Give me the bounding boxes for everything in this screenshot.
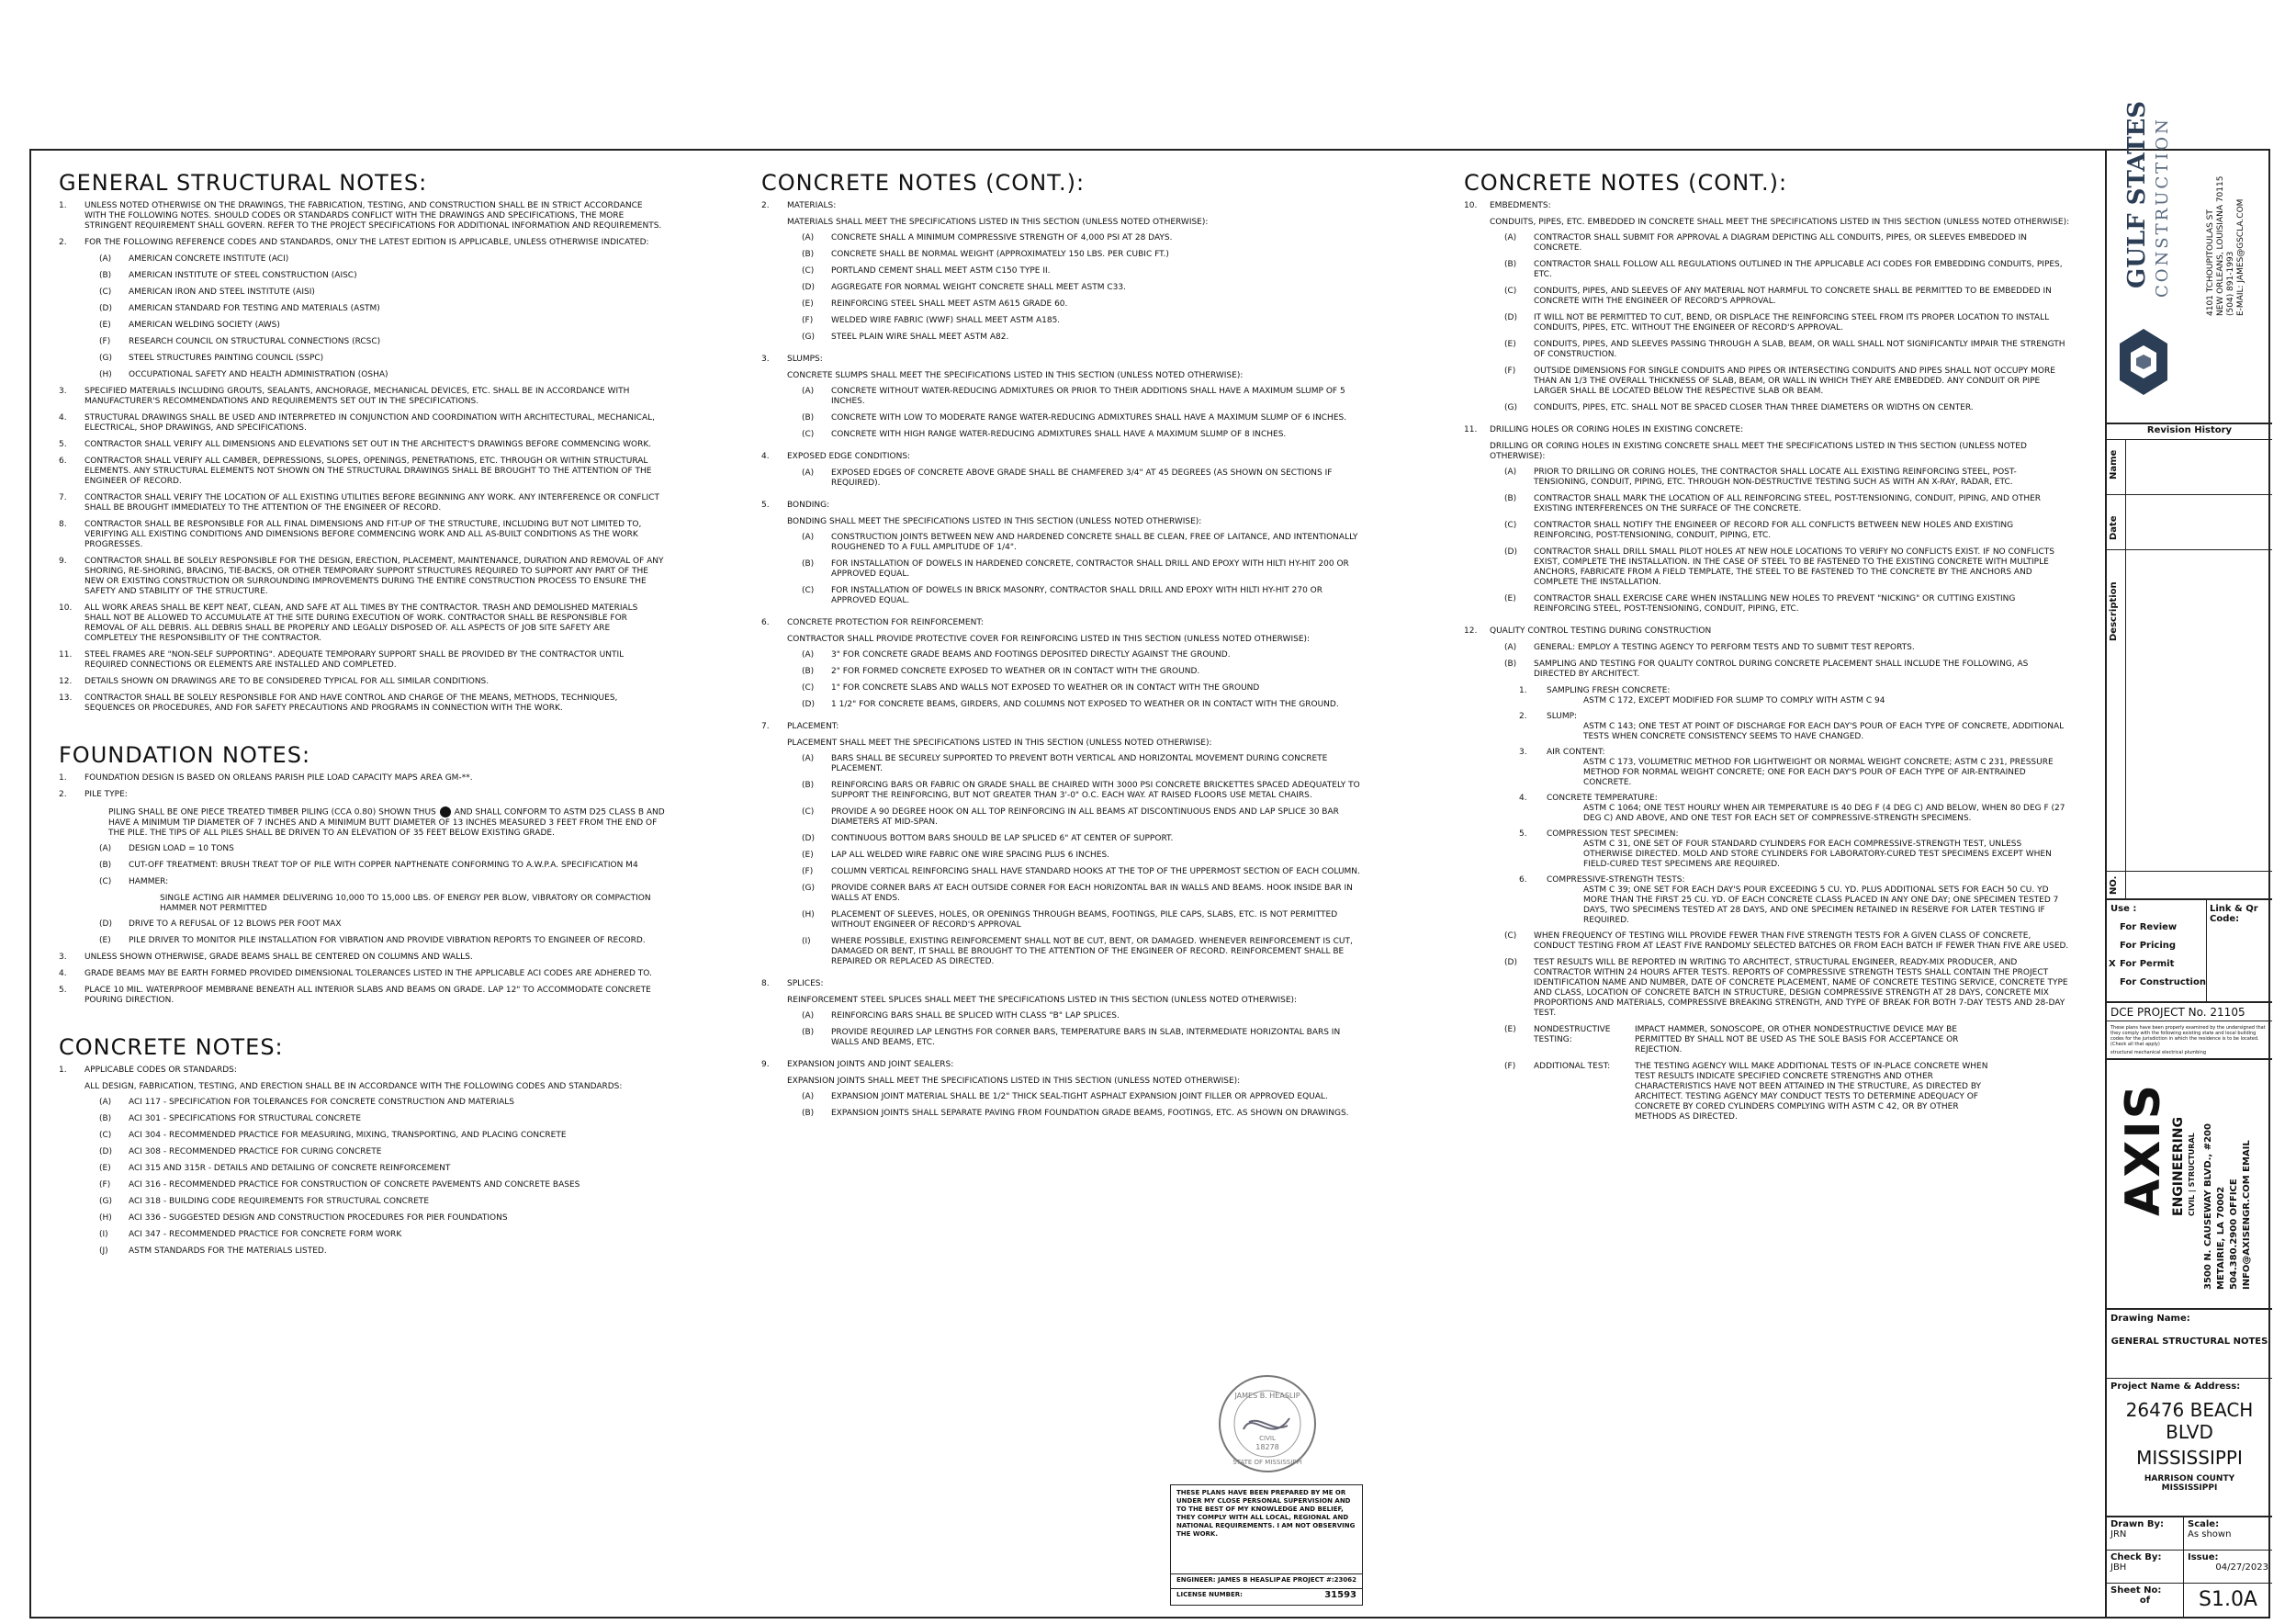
section-paragraph: MATERIALS SHALL MEET THE SPECIFICATIONS LISTED IN THIS SECTION (UNLESS NOTED OTHERWISE):: [787, 218, 1209, 227]
sub-item: (D) IT WILL NOT BE PERMITTED TO CUT, BEND, OR DISPLACE THE REINFORCING STEEL FROM ITS PROPER LOCATION TO INSTALL CONDUITS, PIPES, ETC. WITHOUT THE ENGINEER OF RECORD'S APPROVAL.: [1504, 313, 2050, 333]
test-item: 2. SLUMP: ASTM C 143; ONE TEST AT POINT OF DISCHARGE FOR EACH DAY'S POUR OF EACH TYPE OF CONCRETE, ADDITIONAL TESTS WHEN CONCRETE CONSISTENCY SEEMS TO HAVE CHANGED.: [1519, 712, 2065, 741]
section-heading: 11. DRILLING HOLES OR CORING HOLES IN EXISTING CONCRETE:: [1464, 425, 1744, 434]
axis-address: 3500 N. CAUSEWAY BLVD., #200 METAIRIE, LA 70002 504.380.2900 OFFICE INFO@AXISENGR.COM EMAIL: [2203, 1123, 2252, 1290]
section-heading: 2. MATERIALS:: [761, 201, 837, 210]
section-heading: 5. BONDING:: [761, 501, 830, 510]
test-item: 6. COMPRESSIVE-STRENGTH TESTS: ASTM C 39; ONE SET FOR EACH DAY'S POUR EXCEEDING 5 CU. YD. PLUS ADDITIONAL SETS FOR EACH 50 CU. YD MORE THAN THE FIRST 25 CU. YD. OF EACH CONCRETE CLASS PLACED IN ANY ONE DAY; ONE SPECIMEN TESTED 7 DAYS, TWO SPECIMENS TESTED AT 28 DAYS, AND ONE SPECIMEN RETAINED IN RESERVE FOR LATER TESTING IF REQUIRED.: [1519, 875, 2059, 925]
sub-item: (A) BARS SHALL BE SECURELY SUPPORTED TO PREVENT BOTH VERTICAL AND HORIZONTAL MOVEMENT DURING CONCRETE PLACEMENT.: [802, 754, 1328, 773]
sub-item: (F) COLUMN VERTICAL REINFORCING SHALL HAVE STANDARD HOOKS AT THE TOP OF THE UPPERMOST SECTION OF EACH COLUMN.: [802, 867, 1360, 876]
gulf-states-logo-icon: [2116, 325, 2171, 399]
sub-item: (H) PLACEMENT OF SLEEVES, HOLES, OR OPENINGS THROUGH BEAMS, FOOTINGS, PILE CAPS, SLABS, ETC. IS NOT PERMITTED WITHOUT ENGINEER OF RECORD'S APPROVAL: [802, 910, 1338, 930]
sub-item: (D) CONTINUOUS BOTTOM BARS SHOULD BE LAP SPLICED 6" AT CENTER OF SUPPORT.: [802, 834, 1174, 843]
concrete-cont-title-2: CONCRETE NOTES (CONT.):: [1464, 170, 1788, 196]
drawing-sheet: [29, 100, 2270, 1618]
list-item: 5. PLACE 10 MIL. WATERPROOF MEMBRANE BENEATH ALL INTERIOR SLABS AND BEAMS ON GRADE. LAP 12" TO ACCOMMODATE CONCRETE POURING DIRECTION.: [59, 985, 651, 1005]
section-heading: 7. PLACEMENT:: [761, 722, 839, 731]
sub-item: (A) DESIGN LOAD = 10 TONS: [99, 843, 234, 853]
sub-item: (A) PRIOR TO DRILLING OR CORING HOLES, THE CONTRACTOR SHALL LOCATE ALL EXISTING REINFORCING STEEL, POST-TENSIONING, CONDUIT, PIPING, ETC. THROUGH NON-DESTRUCTIVE TESTING SUCH AS WITH AN X-RAY, RADAR, ETC.: [1504, 468, 2017, 487]
test-item: 4. CONCRETE TEMPERATURE: ASTM C 1064; ONE TEST HOURLY WHEN AIR TEMPERATURE IS 40 DEG F (4 DEG C) AND BELOW, WHEN 80 DEG F (27 DEG C) AND ABOVE, AND ONE TEST FOR EACH SET OF COMPRESSIVE-STRENGTH SPECIMENS.: [1519, 794, 2065, 823]
section-paragraph: DRILLING OR CORING HOLES IN EXISTING CONCRETE SHALL MEET THE SPECIFICATIONS LISTED IN THIS SECTION (UNLESS NOTED OTHERWISE):: [1490, 442, 2027, 461]
section-paragraph: CONDUITS, PIPES, ETC. EMBEDDED IN CONCRETE SHALL MEET THE SPECIFICATIONS LISTED IN THIS SECTION (UNLESS NOTED OTHERWISE):: [1490, 218, 2070, 227]
section-paragraph: PLACEMENT SHALL MEET THE SPECIFICATIONS LISTED IN THIS SECTION (UNLESS NOTED OTHERWISE):: [787, 739, 1212, 748]
sub-item: (D) TEST RESULTS WILL BE REPORTED IN WRITING TO ARCHITECT, STRUCTURAL ENGINEER, READY-MIX PRODUCER, AND CONTRACTOR WITHIN 24 HOURS AFTER TESTS. REPORTS OF COMPRESSIVE STRENGTH TESTS SHALL CONTAIN THE PROJECT IDENTIFICATION NAME AND NUMBER, DATE OF CONCRETE PLACEMENT, NAME OF CONCRETE TESTING SERVICE, CONCRETE TYPE AND CLASS, LOCATION OF CONCRETE BATCH IN STRUCTURE, DESIGN COMPRESSIVE STRENGTH AT 28 DAYS, CONCRETE MIX PROPORTIONS AND MATERIALS, COMPRESSIVE BREAKING STRENGTH, AND TYPE OF BREAK FOR BOTH 7-DAY TESTS AND 28-DAY TEST.: [1504, 958, 2068, 1018]
test-item: 3. AIR CONTENT: ASTM C 173, VOLUMETRIC METHOD FOR LIGHTWEIGHT OR NORMAL WEIGHT CONCRETE; ASTM C 231, PRESSURE METHOD FOR NORMAL WEIGHT CONCRETE; ONE FOR EACH DAY'S POUR OF EACH TYPE OF AIR-ENTRAINED CONCRETE.: [1519, 748, 2054, 787]
sub-item: (F) ACI 316 - RECOMMENDED PRACTICE FOR CONSTRUCTION OF CONCRETE PAVEMENTS AND CONCRETE BASES: [99, 1179, 580, 1190]
sub-item: (H) OCCUPATIONAL SAFETY AND HEALTH ADMINISTRATION (OSHA): [99, 370, 388, 379]
sub-item: (D) ACI 308 - RECOMMENDED PRACTICE FOR CURING CONCRETE: [99, 1146, 382, 1156]
sub-item: (I) WHERE POSSIBLE, EXISTING REINFORCEMENT SHALL NOT BE CUT, BENT, OR DAMAGED. WHENEVER REINFORCEMENT IS CUT, DAMAGED OR BENT, IT SHALL BE BROUGHT TO THE ATTENTION OF THE ENGINEER OF RECORD. REINFORCEMENT SHALL BE REPAIRED OR REPLACED AS DIRECTED.: [802, 937, 1353, 966]
sub-item: (C) AMERICAN IRON AND STEEL INSTITUTE (AISI): [99, 288, 315, 297]
sub-item: (A) CONSTRUCTION JOINTS BETWEEN NEW AND HARDENED CONCRETE SHALL BE CLEAN, FREE OF LAITANCE, AND INTENTIONALLY ROUGHENED TO A FULL AMPLITUDE OF 1/4".: [802, 533, 1358, 552]
sub-item: (D) DRIVE TO A REFUSAL OF 12 BLOWS PER FOOT MAX: [99, 919, 342, 929]
sub-item: (C) ACI 304 - RECOMMENDED PRACTICE FOR MEASURING, MIXING, TRANSPORTING, AND PLACING CONCRETE: [99, 1130, 567, 1140]
svg-text:STATE OF MISSISSIPPI: STATE OF MISSISSIPPI: [1232, 1459, 1302, 1466]
sheet-number: S1.0A: [2198, 1588, 2257, 1611]
section-heading: 9. EXPANSION JOINTS AND JOINT SEALERS:: [761, 1060, 954, 1069]
sub-item: (F) WELDED WIRE FABRIC (WWF) SHALL MEET ASTM A185.: [802, 316, 1061, 325]
foundation-notes: [59, 742, 665, 1006]
sub-item: (B) SAMPLING AND TESTING FOR QUALITY CONTROL DURING CONCRETE PLACEMENT SHALL INCLUDE THE FOLLOWING, AS DIRECTED BY ARCHITECT.: [1504, 660, 2029, 679]
sub-item: (A) REINFORCING BARS SHALL BE SPLICED WITH CLASS "B" LAP SPLICES.: [802, 1011, 1120, 1021]
sub-item: (C) FOR INSTALLATION OF DOWELS IN BRICK MASONRY, CONTRACTOR SHALL DRILL AND EPOXY WITH HILTI HY-HIT 270 OR APPROVED EQUAL.: [802, 586, 1323, 605]
sub-item: (A) EXPOSED EDGES OF CONCRETE ABOVE GRADE SHALL BE CHAMFERED 3/4" AT 45 DEGREES (AS SHOWN ON SECTIONS IF REQUIRED).: [802, 468, 1333, 488]
sub-item: (B) 2" FOR FORMED CONCRETE EXPOSED TO WEATHER OR IN CONTACT WITH THE GROUND.: [802, 667, 1200, 676]
sub-item: (E) REINFORCING STEEL SHALL MEET ASTM A615 GRADE 60.: [802, 299, 1068, 309]
sub-item: (C) HAMMER:: [99, 876, 169, 886]
concrete-paragraph: ALL DESIGN, FABRICATION, TESTING, AND ERECTION SHALL BE IN ACCORDANCE WITH THE FOLLOWING CODES AND STANDARDS:: [84, 1081, 623, 1091]
general-notes: [59, 170, 665, 714]
sub-item: (B) ACI 301 - SPECIFICATIONS FOR STRUCTURAL CONCRETE: [99, 1113, 362, 1123]
company-address: 4101 TCHOUPITOULAS ST NEW ORLEANS, LOUISIANA 70115 (504) 891-1993 E-MAIL: JAMES@GSCLA.COM: [2206, 175, 2245, 316]
sub-item: (B) CONTRACTOR SHALL MARK THE LOCATION OF ALL REINFORCING STEEL, POST-TENSIONING, CONDUIT, PIPING, AND OTHER EXISTING INTERFERENCES ON THE SURFACE OF THE CONCRETE.: [1504, 494, 2042, 513]
list-item: 5. CONTRACTOR SHALL VERIFY ALL DIMENSIONS AND ELEVATIONS SET OUT IN THE ARCHITECT'S DRAWINGS BEFORE COMMENCING WORK.: [59, 440, 652, 449]
axis-engineering-logo: AXIS ENGINEERING CIVIL | STRUCTURAL 3500 N. CAUSEWAY BLVD., #200 METAIRIE, LA 70002 504.380.2900 OFFICE INFO@AXISENGR.COM EMAIL: [2107, 1060, 2272, 1310]
sub-item: (A) CONTRACTOR SHALL SUBMIT FOR APPROVAL A DIAGRAM DEPICTING ALL CONDUITS, PIPES, OR SLEEVES EMBEDDED IN CONCRETE.: [1504, 233, 2028, 253]
list-item: 12. DETAILS SHOWN ON DRAWINGS ARE TO BE CONSIDERED TYPICAL FOR ALL SIMILAR CONDITIONS.: [59, 677, 490, 686]
sub-item: (J) ASTM STANDARDS FOR THE MATERIALS LISTED.: [99, 1246, 327, 1256]
sub-item: (A) 3" FOR CONCRETE GRADE BEAMS AND FOOTINGS DEPOSITED DIRECTLY AGAINST THE GROUND.: [802, 650, 1231, 660]
sub-item: (B) AMERICAN INSTITUTE OF STEEL CONSTRUCTION (AISC): [99, 271, 357, 280]
sub-item: (E) LAP ALL WELDED WIRE FABRIC ONE WIRE SPACING PLUS 6 INCHES.: [802, 851, 1110, 860]
list-item: 2. FOR THE FOLLOWING REFERENCE CODES AND STANDARDS, ONLY THE LATEST EDITION IS APPLICABLE, UNLESS OTHERWISE INDICATED:: [59, 238, 649, 247]
sub-item: (E) ACI 315 AND 315R - DETAILS AND DETAILING OF CONCRETE REINFORCEMENT: [99, 1163, 451, 1173]
test-item: 5. COMPRESSION TEST SPECIMEN: ASTM C 31, ONE SET OF FOUR STANDARD CYLINDERS FOR EACH COMPRESSIVE-STRENGTH TEST, UNLESS OTHERWISE DIRECTED. MOLD AND STORE CYLINDERS FOR LABORATORY-CURED TEST SPECIMENS EXCEPT WHEN FIELD-CURED TEST SPECIMENS ARE REQUIRED.: [1519, 829, 2052, 869]
company-name: GULF STATES: [2123, 100, 2151, 288]
engineer-seal-icon: [1216, 1372, 1319, 1475]
sub-item: (A) AMERICAN CONCRETE INSTITUTE (ACI): [99, 254, 289, 264]
revision-history-table: Name Date Description NO.: [2107, 439, 2272, 900]
pile-symbol-icon: [440, 806, 451, 818]
engineer-statement-box: THESE PLANS HAVE BEEN PREPARED BY ME OR UNDER MY CLOSE PERSONAL SUPERVISION AND TO THE BEST OF MY KNOWLEDGE AND BELIEF, THEY COMPLY WITH ALL LOCAL, REGIONAL AND NATIONAL REQUIREMENTS. I AM NOT OBSERVING THE WORK. ENGINEER: JAMES B HEASLIP AE PROJECT #:23062 LICENSE NUMBER: 31593: [1170, 1484, 1363, 1606]
test-item: 1. SAMPLING FRESH CONCRETE: ASTM C 172, EXCEPT MODIFIED FOR SLUMP TO COMPLY WITH ASTM C 94: [1519, 686, 1885, 705]
list-item: 13. CONTRACTOR SHALL BE SOLELY RESPONSIBLE FOR AND HAVE CONTROL AND CHARGE OF THE MEANS, METHODS, TECHNIQUES, SEQUENCES OR PROCEDURES, AND FOR SAFETY PRECAUTIONS AND PROGRAMS IN CONNECTION WITH THE WORK.: [59, 694, 618, 713]
section-paragraph: REINFORCEMENT STEEL SPLICES SHALL MEET THE SPECIFICATIONS LISTED IN THIS SECTION (UNLESS NOTED OTHERWISE):: [787, 996, 1298, 1005]
list-item: 4. STRUCTURAL DRAWINGS SHALL BE USED AND INTERPRETED IN CONJUNCTION AND COORDINATION WITH ARCHITECTURAL, MECHANICAL, ELECTRICAL, SHOP DRAWINGS, AND SPECIFICATIONS.: [59, 413, 655, 433]
sub-item: (A) EXPANSION JOINT MATERIAL SHALL BE 1/2" THICK SEAL-TIGHT ASPHALT EXPANSION JOINT FILLER OR APPROVED EQUAL.: [802, 1092, 1328, 1101]
use-checkmark: X: [2109, 959, 2116, 969]
company-subname: CONSTRUCTION: [2153, 117, 2172, 298]
sub-item: (A) CONCRETE SHALL A MINIMUM COMPRESSIVE STRENGTH OF 4,000 PSI AT 28 DAYS.: [802, 233, 1173, 242]
section-paragraph: BONDING SHALL MEET THE SPECIFICATIONS LISTED IN THIS SECTION (UNLESS NOTED OTHERWISE):: [787, 517, 1202, 526]
list-item: 3. UNLESS SHOWN OTHERWISE, GRADE BEAMS SHALL BE CENTERED ON COLUMNS AND WALLS.: [59, 952, 473, 962]
section-heading: 12. QUALITY CONTROL TESTING DURING CONSTRUCTION: [1464, 626, 1712, 636]
concrete-notes: [59, 1033, 665, 1257]
pile-paragraph: PILING SHALL BE ONE PIECE TREATED TIMBER PILING (CCA 0.80) SHOWN THUS AND SHALL CONFORM TO ASTM D25 CLASS B AND HAVE A MINIMUM TIP DIAMETER OF 7 INCHES AND A MINIMUM BUTT DIAMETER OF 13 INCHES MEASURED 3 FEET FROM THE END OF THE PILE. THE TIPS OF ALL PILES SHALL BE DRIVEN TO AN ELEVATION OF 35 FEET BELOW EXISTING GRADE.: [108, 807, 665, 838]
sub-item: (B) EXPANSION JOINTS SHALL SEPARATE PAVING FROM FOUNDATION GRADE BEAMS, FOOTINGS, ETC. AS SHOWN ON DRAWINGS.: [802, 1109, 1349, 1118]
sub-item: (B) CONTRACTOR SHALL FOLLOW ALL REGULATIONS OUTLINED IN THE APPLICABLE ACI CODES FOR EMBEDDING CONDUITS, PIPES, ETC.: [1504, 260, 2063, 279]
svg-text:18278: 18278: [1255, 1443, 1279, 1451]
sub-item: (C) CONDUITS, PIPES, AND SLEEVES OF ANY MATERIAL NOT HARMFUL TO CONCRETE SHALL BE PERMITTED TO BE EMBEDDED IN CONCRETE WITH THE ENGINEER OF RECORD'S APPROVAL.: [1504, 287, 2052, 306]
concrete-cont-title: CONCRETE NOTES (CONT.):: [761, 170, 1086, 196]
company-logo-area: [2107, 100, 2272, 424]
sub-item: (E) CONTRACTOR SHALL EXERCISE CARE WHEN INSTALLING NEW HOLES TO PREVENT "NICKING" OR CUTTING EXISTING REINFORCING STEEL, POST-TENSIONING, CONDUIT, PIPING, ETC.: [1504, 594, 2016, 614]
hammer-paragraph: SINGLE ACTING AIR HAMMER DELIVERING 10,000 TO 15,000 LBS. OF ENERGY PER BLOW, VIBRATORY OR COMPACTION HAMMER NOT PERMITTED: [160, 893, 651, 913]
title-block: [2105, 100, 2272, 1617]
sub-item: (H) ACI 336 - SUGGESTED DESIGN AND CONSTRUCTION PROCEDURES FOR PIER FOUNDATIONS: [99, 1212, 508, 1223]
sub-item: (D) CONTRACTOR SHALL DRILL SMALL PILOT HOLES AT NEW HOLE LOCATIONS TO VERIFY NO CONFLICTS EXIST. IF NO CONFLICTS EXIST, COMPLETE THE INSTALLATION. IN THE CASE OF STEEL TO BE FASTENED TO THE EXISTING CONCRETE WITH MULTIPLE ANCHORS, FABRICATE FROM A FIELD TEMPLATE, THE STEEL TO BE FASTENED TO THE CONCRETE BY THE ANCHORS AND COMPLETE THE INSTALLATION.: [1504, 547, 2054, 587]
sub-item: (C) CONTRACTOR SHALL NOTIFY THE ENGINEER OF RECORD FOR ALL CONFLICTS BETWEEN NEW HOLES AND EXISTING REINFORCING, POST-TENSIONING, CONDUIT, PIPING, ETC.: [1504, 521, 2014, 540]
sub-item: (D) AMERICAN STANDARD FOR TESTING AND MATERIALS (ASTM): [99, 304, 380, 313]
list-item: 7. CONTRACTOR SHALL VERIFY THE LOCATION OF ALL EXISTING UTILITIES BEFORE BEGINNING ANY WORK. ANY INTERFERENCE OR CONFLICT SHALL BE BROUGHT IMMEDIATELY TO THE ATTENTION OF THE ENGINEER OF RECORD.: [59, 493, 659, 513]
sub-item: (C) WHEN FREQUENCY OF TESTING WILL PROVIDE FEWER THAN FIVE STRENGTH TESTS FOR A GIVEN CLASS OF CONCRETE, CONDUCT TESTING FROM AT LEAST FIVE RANDOMLY SELECTED BATCHES OR FROM EACH BATCH IF FEWER THAN FIVE ARE USED.: [1504, 931, 2069, 951]
section-heading: 4. EXPOSED EDGE CONDITIONS:: [761, 452, 911, 461]
sub-item: (D) AGGREGATE FOR NORMAL WEIGHT CONCRETE SHALL MEET ASTM C33.: [802, 283, 1126, 292]
project-address-box: Project Name & Address: 26476 BEACH BLVD MISSISSIPPI HARRISON COUNTY MISSISSIPPI: [2107, 1378, 2272, 1517]
sheet-info-grid: Drawn By: JRN Scale: As shown Check By: JBH Issue: 04/27/2023 Sheet No: of S1.0A: [2107, 1517, 2272, 1617]
foundation-notes-title: FOUNDATION NOTES:: [59, 742, 311, 768]
sub-item: (E) CONDUITS, PIPES, AND SLEEVES PASSING THROUGH A SLAB, BEAM, OR WALL SHALL NOT SIGNIFICANTLY IMPAIR THE STRENGTH OF CONSTRUCTION.: [1504, 340, 2065, 359]
general-notes-title: GENERAL STRUCTURAL NOTES:: [59, 170, 428, 196]
sub-item: (C) CONCRETE WITH HIGH RANGE WATER-REDUCING ADMIXTURES SHALL HAVE A MAXIMUM SLUMP OF 8 INCHES.: [802, 430, 1287, 439]
sub-item: (I) ACI 347 - RECOMMENDED PRACTICE FOR CONCRETE FORM WORK: [99, 1229, 402, 1239]
column-3: [1464, 170, 2070, 1129]
sub-item: (F) RESEARCH COUNCIL ON STRUCTURAL CONNECTIONS (RCSC): [99, 337, 381, 346]
list-item: 1. APPLICABLE CODES OR STANDARDS:: [59, 1065, 237, 1075]
revision-history-header: Revision History: [2107, 423, 2272, 440]
sub-item: (C) PORTLAND CEMENT SHALL MEET ASTM C150 TYPE II.: [802, 266, 1051, 276]
sub-item: (G) STEEL PLAIN WIRE SHALL MEET ASTM A82.: [802, 333, 1009, 342]
list-item: 11. STEEL FRAMES ARE "NON-SELF SUPPORTING". ADEQUATE TEMPORARY SUPPORT SHALL BE PROVIDED BY THE CONTRACTOR UNTIL REQUIRED CONNECTIONS OR ELEMENTS ARE INSTALLED AND COMPLETED.: [59, 650, 625, 670]
drawing-name-box: Drawing Name: GENERAL STRUCTURAL NOTES: [2107, 1310, 2272, 1379]
section-paragraph: CONTRACTOR SHALL PROVIDE PROTECTIVE COVER FOR REINFORCING LISTED IN THIS SECTION (UNLESS NOTED OTHERWISE):: [787, 635, 1311, 644]
sub-item: (G) STEEL STRUCTURES PAINTING COUNCIL (SSPC): [99, 354, 324, 363]
sub-item: (B) REINFORCING BARS OR FABRIC ON GRADE SHALL BE CHAIRED WITH 3000 PSI CONCRETE BRICKETTES SPACED ADEQUATELY TO SUPPORT THE REINFORCING, BUT NOT GREATER THAN 3'-0" O.C. EACH WAY. AT RAISED FLOORS USE METAL CHAIRS.: [802, 781, 1360, 800]
sub-item: (B) CUT-OFF TREATMENT: BRUSH TREAT TOP OF PILE WITH COPPER NAPTHENATE CONFORMING TO A.W.P.A. SPECIFICATION M4: [99, 860, 638, 870]
list-item: 10. ALL WORK AREAS SHALL BE KEPT NEAT, CLEAN, AND SAFE AT ALL TIMES BY THE CONTRACTOR. TRASH AND DEMOLISHED MATERIALS SHALL NOT BE ALLOWED TO ACCUMULATE AT THE SITE DURING EXECUTION OF WORK. CONTRACTOR SHALL BE RESPONSIBLE FOR REMOVAL OF ALL DEBRIS. ALL DEBRIS SHALL BE PROPERLY AND LEGALLY DISPOSED OF. ALL ASPECTS OF JOB SITE SAFETY ARE COMPLETELY THE RESPONSIBILITY OF THE CONTRACTOR.: [59, 603, 638, 643]
sub-item: (E) NONDESTRUCTIVE TESTING:IMPACT HAMMER, SONOSCOPE, OR OTHER NONDESTRUCTIVE DEVICE MAY BE PERMITTED BY SHALL NOT BE USED AS THE SOLE BASIS FOR ACCEPTANCE OR REJECTION.: [1504, 1025, 1959, 1054]
sub-item: (A) CONCRETE WITHOUT WATER-REDUCING ADMIXTURES OR PRIOR TO THEIR ADDITIONS SHALL HAVE A MAXIMUM SLUMP OF 5 INCHES.: [802, 387, 1345, 406]
svg-text:JAMES B. HEASLIP: JAMES B. HEASLIP: [1234, 1392, 1300, 1400]
sub-item: (A) ACI 117 - SPECIFICATION FOR TOLERANCES FOR CONCRETE CONSTRUCTION AND MATERIALS: [99, 1097, 514, 1107]
dce-project-number: DCE PROJECT No. 21105: [2107, 1003, 2272, 1021]
column-2: [761, 170, 1367, 1131]
column-1: [59, 170, 665, 1293]
drawing-name: GENERAL STRUCTURAL NOTES: [2110, 1336, 2268, 1347]
sub-item: (C) PROVIDE A 90 DEGREE HOOK ON ALL TOP REINFORCING IN ALL BEAMS AT DISCONTINUOUS ENDS AND LAP SPLICE 30 BAR DIAMETERS AT MID-SPAN.: [802, 807, 1339, 827]
sub-item: (B) PROVIDE REQUIRED LAP LENGTHS FOR CORNER BARS, TEMPERATURE BARS IN SLAB, INTERMEDIATE HORIZONTAL BARS IN WALLS AND BEAMS, ETC.: [802, 1028, 1341, 1047]
section-heading: 6. CONCRETE PROTECTION FOR REINFORCEMENT:: [761, 618, 984, 627]
list-item: 1. UNLESS NOTED OTHERWISE ON THE DRAWINGS, THE FABRICATION, TESTING, AND CONSTRUCTION SHALL BE IN STRICT ACCORDANCE WITH THE FOLLOWING NOTES. SHOULD CODES OR STANDARDS CONFLICT WITH THE DRAWINGS AND SPECIFICATIONS, THE MORE STRINGENT REQUIREMENT SHALL GOVERN. REFER TO THE PROJECT SPECIFICATIONS FOR ADDITIONAL INFORMATION AND REQUIREMENTS.: [59, 201, 662, 231]
svg-text:CIVIL: CIVIL: [1259, 1435, 1276, 1442]
list-item: 6. CONTRACTOR SHALL VERIFY ALL CAMBER, DEPRESSIONS, SLOPES, OPENINGS, PENETRATIONS, ETC. THROUGH OR WITHIN STRUCTURAL ELEMENTS. ANY STRUCTURAL ELEMENTS NOT SHOWN ON THE STRUCTURAL DRAWINGS SHALL BE BROUGHT TO THE ATTENTION OF THE ENGINEER OF RECORD.: [59, 457, 652, 486]
section-heading: 10. EMBEDMENTS:: [1464, 201, 1551, 210]
sub-item: (G) CONDUITS, PIPES, ETC. SHALL NOT BE SPACED CLOSER THAN THREE DIAMETERS OR WIDTHS ON CENTER.: [1504, 403, 1974, 412]
sub-item: (G) ACI 318 - BUILDING CODE REQUIREMENTS FOR STRUCTURAL CONCRETE: [99, 1196, 430, 1206]
list-item: 3. SPECIFIED MATERIALS INCLUDING GROUTS, SEALANTS, ANCHORAGE, MECHANICAL DEVICES, ETC. SHALL BE IN ACCORDANCE WITH MANUFACTURER'S RECOMMENDATIONS AND REQUIREMENTS SET OUT IN THE SPECIFICATIONS.: [59, 387, 630, 406]
use-box: Use : For Review For Pricing X For Permit For Construction Link & Qr Code:: [2107, 900, 2272, 1003]
sub-item: (F) OUTSIDE DIMENSIONS FOR SINGLE CONDUITS AND PIPES OR INTERSECTING CONDUITS AND PIPES SHALL NOT OCCUPY MORE THAN AN 1/3 THE OVERALL THICKNESS OF SLAB, BEAM, OR WALL IN WHICH THEY ARE EMBEDDED. ANY CONDUIT OR PIPE LARGER SHALL BE LOCATED BELOW THE RESPECTIVE SLAB OR BEAM.: [1504, 367, 2055, 396]
sub-item: (D) 1 1/2" FOR CONCRETE BEAMS, GIRDERS, AND COLUMNS NOT EXPOSED TO WEATHER OR IN CONTACT WITH THE GROUND.: [802, 700, 1339, 709]
section-heading: 8. SPLICES:: [761, 979, 824, 988]
axis-logo-text: AXIS: [2116, 1082, 2171, 1216]
list-item: 9. CONTRACTOR SHALL BE SOLELY RESPONSIBLE FOR THE DESIGN, ERECTION, PLACEMENT, MAINTENANCE, DURATION AND REMOVAL OF ANY SHORING, RE-SHORING, BRACING, TIE-BACKS, OR OTHER TEMPORARY SUPPORT STRUCTURES REQUIRED TO SUPPORT ANY PART OF THE NEW OR EXISTING CONSTRUCTION OR SURROUNDING IMPROVEMENTS DURING THE ENTIRE CONSTRUCTION PROCESS TO ENSURE THE SAFETY AND STABILITY OF THE STRUCTURE.: [59, 557, 664, 596]
sub-item: (E) AMERICAN WELDING SOCIETY (AWS): [99, 321, 280, 330]
section-paragraph: CONCRETE SLUMPS SHALL MEET THE SPECIFICATIONS LISTED IN THIS SECTION (UNLESS NOTED OTHERWISE):: [787, 371, 1244, 380]
sub-item: (B) FOR INSTALLATION OF DOWELS IN HARDENED CONCRETE, CONTRACTOR SHALL DRILL AND EPOXY WITH HILTI HY-HIT 200 OR APPROVED EQUAL.: [802, 559, 1349, 579]
list-item: 4. GRADE BEAMS MAY BE EARTH FORMED PROVIDED DIMENSIONAL TOLERANCES LISTED IN THE APPLICABLE ACI CODES ARE ADHERED TO.: [59, 968, 652, 978]
section-paragraph: EXPANSION JOINTS SHALL MEET THE SPECIFICATIONS LISTED IN THIS SECTION (UNLESS NOTED OTHERWISE):: [787, 1077, 1241, 1086]
sub-item: (A) GENERAL: EMPLOY A TESTING AGENCY TO PERFORM TESTS AND TO SUBMIT TEST REPORTS.: [1504, 643, 1915, 652]
sub-item: (F) ADDITIONAL TEST: THE TESTING AGENCY WILL MAKE ADDITIONAL TESTS OF IN-PLACE CONCRETE WHEN TEST RESULTS INDICATE SPECIFIED CONCRETE STRENGTHS AND OTHER CHARACTERISTICS HAVE NOT BEEN ATTAINED IN THE STRUCTURE, AS DIRECTED BY ARCHITECT. TESTING AGENCY MAY CONDUCT TESTS TO DETERMINE ADEQUACY OF CONCRETE BY CORED CYLINDERS COMPLYING WITH ASTM C 42, OR BY OTHER METHODS AS DIRECTED.: [1504, 1062, 1988, 1122]
concrete-notes-title: CONCRETE NOTES:: [59, 1033, 284, 1060]
sub-item: (B) CONCRETE SHALL BE NORMAL WEIGHT (APPROXIMATELY 150 LBS. PER CUBIC FT.): [802, 250, 1169, 259]
code-compliance-note: These plans have been properly examined by the undersigned that they comply with the following existing state and local building codes for the jurisdiction in which the residence is to be located. (Check all that apply) structural mechanical electrical plumbing: [2107, 1023, 2272, 1060]
section-heading: 3. SLUMPS:: [761, 355, 823, 364]
list-item: 8. CONTRACTOR SHALL BE RESPONSIBLE FOR ALL FINAL DIMENSIONS AND FIT-UP OF THE STRUCTURE, INCLUDING BUT NOT LIMITED TO, VERIFYING ALL EXISTING CONDITIONS AND DIMENSIONS BEFORE COMMENCING WORK AND ALL AS-BUILT CONDITIONS AS THE WORK PROGRESSES.: [59, 520, 642, 549]
sub-item: (G) PROVIDE CORNER BARS AT EACH OUTSIDE CORNER FOR EACH HORIZONTAL BAR IN WALLS AND BEAMS. HOOK INSIDE BAR IN WALLS AT ENDS.: [802, 884, 1353, 903]
list-item: 1. FOUNDATION DESIGN IS BASED ON ORLEANS PARISH PILE LOAD CAPACITY MAPS AREA GM-**.: [59, 773, 473, 783]
sub-item: (C) 1" FOR CONCRETE SLABS AND WALLS NOT EXPOSED TO WEATHER OR IN CONTACT WITH THE GROUND: [802, 683, 1260, 693]
list-item: 2. PILE TYPE:: [59, 790, 128, 799]
sub-item: (E) PILE DRIVER TO MONITOR PILE INSTALLATION FOR VIBRATION AND PROVIDE VIBRATION REPORTS TO ENGINEER OF RECORD.: [99, 935, 646, 945]
sub-item: (B) CONCRETE WITH LOW TO MODERATE RANGE WATER-REDUCING ADMIXTURES SHALL HAVE A MAXIMUM SLUMP OF 6 INCHES.: [802, 413, 1347, 423]
